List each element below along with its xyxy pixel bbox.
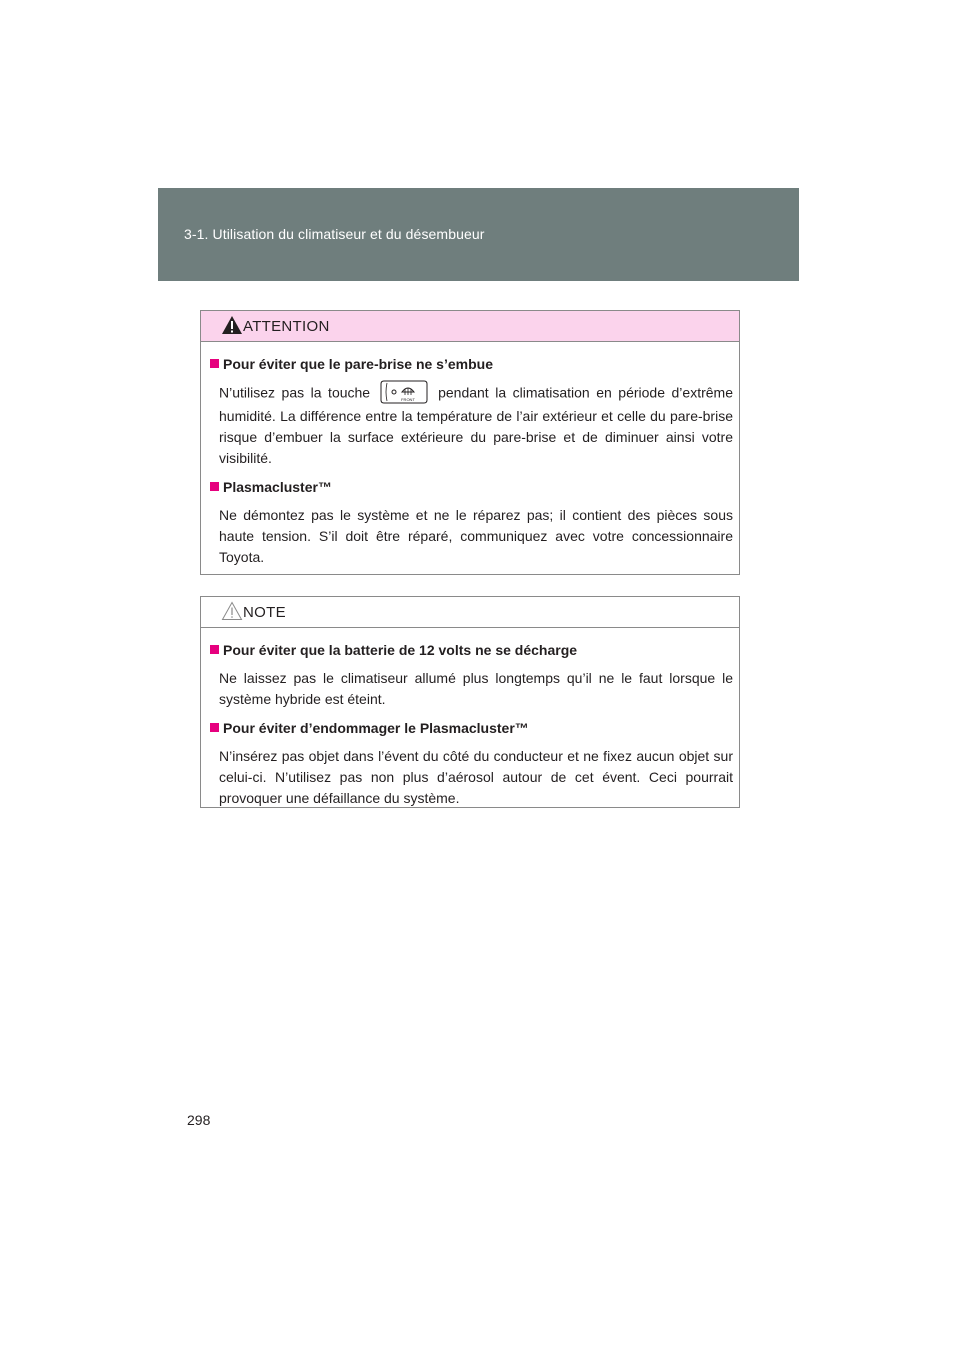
attention-header xyxy=(201,311,739,342)
attention-body xyxy=(201,342,739,568)
square-bullet-icon xyxy=(210,645,219,654)
attention-title: ATTENTION xyxy=(243,318,330,335)
square-bullet-icon xyxy=(210,359,219,368)
note-title: NOTE xyxy=(243,604,286,621)
button-label: FRONT xyxy=(401,397,415,402)
warning-filled-icon xyxy=(221,315,243,335)
attention-box xyxy=(200,310,740,575)
note-box xyxy=(200,596,740,808)
section-title: 3-1. Utilisation du climatiseur et du désembueur xyxy=(184,226,485,242)
square-bullet-icon xyxy=(210,723,219,732)
attention-item-heading: Pour éviter que le pare-brise ne s’embue xyxy=(210,354,733,374)
note-item-text: Ne laissez pas le climatiseur allumé plus longtemps qu’il ne le faut lorsque le système hybride est éteint. xyxy=(219,670,733,707)
square-bullet-icon xyxy=(210,482,219,491)
warning-outline-icon xyxy=(221,601,243,621)
section-header-band xyxy=(158,188,799,281)
attention-item-heading: Plasmacluster™ xyxy=(210,477,733,497)
attention-item-text: N’utilisez pas la touche FRONT pendant la climatisation en période d’extrême humidité. La différence entre la température de l’air extérieur et celle du pare-brise risque d’embuer la surface extérieure du pare-brise et de diminuer ainsi votre visibilité. xyxy=(210,382,733,469)
note-body xyxy=(201,628,739,809)
note-item-text: N’insérez pas objet dans l’évent du côté du conducteur et ne fixez aucun objet sur celui-ci. N’utilisez pas non plus d’aérosol autour de cet évent. Ceci pourrait provoquer une défaillance du système. xyxy=(219,748,733,806)
attention-item-text: Ne démontez pas le système et ne le réparez pas; il contient des pièces sous haute tension. S’il doit être réparé, communiquez avec votre concessionnaire Toyota. xyxy=(219,507,733,565)
page-number: 298 xyxy=(187,1112,211,1128)
note-item-heading: Pour éviter que la batterie de 12 volts ne se décharge xyxy=(210,640,733,660)
note-item-heading: Pour éviter d’endommager le Plasmacluster™ xyxy=(210,718,733,738)
front-defogger-icon xyxy=(380,380,428,404)
note-header xyxy=(201,597,739,628)
